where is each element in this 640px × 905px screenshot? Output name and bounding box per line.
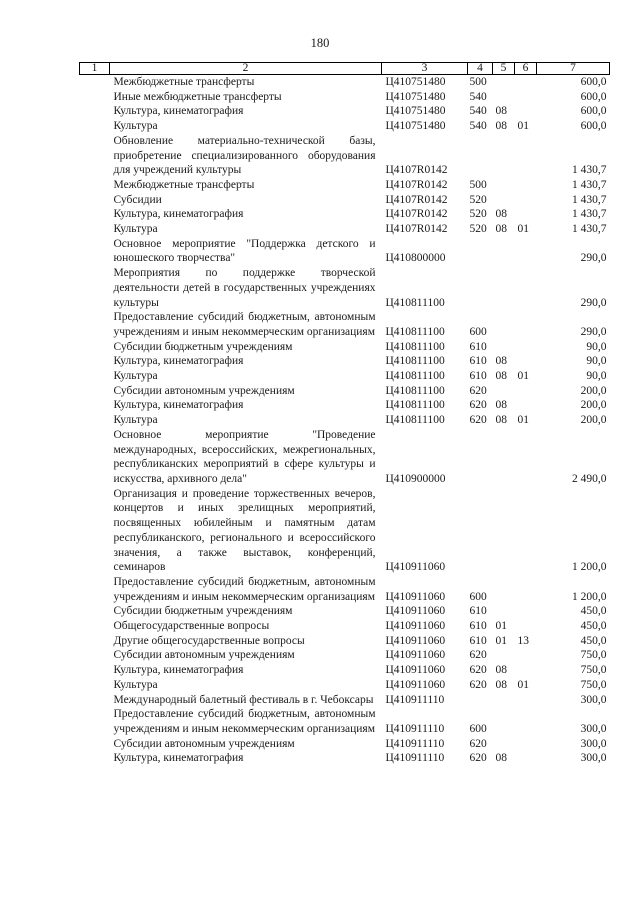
target-code-cell: Ц410751480 (385, 76, 446, 88)
amount-cell: 600,0 (580, 105, 607, 118)
expense-type-cell: 610 (469, 605, 487, 618)
section-cell (493, 487, 515, 575)
expense-name-cell: Организация и проведение торжественных вечеров, концертов и иных зрелищных мероприятий, посвященных юбилейным и памятным датам республиканского, регионального и всероссийского значения, а также выставок, конференций, семинаров (113, 487, 376, 574)
section-cell: 08 (495, 678, 507, 691)
section-cell: 08 (495, 414, 507, 427)
subsection-cell (515, 751, 537, 766)
section-cell: 08 (495, 223, 507, 236)
section-cell (493, 134, 515, 178)
expense-type-cell (468, 237, 493, 266)
expense-name-cell: Другие общегосударственные вопросы (113, 634, 305, 647)
expense-type-cell: 600 (469, 590, 487, 603)
expense-name-cell: Основное мероприятие "Поддержка детского и юношеского творчества" (113, 237, 376, 265)
table-row (80, 487, 610, 575)
blank-cell (80, 413, 110, 428)
expense-type-cell: 620 (469, 664, 487, 677)
expense-name-cell: Культура (113, 370, 158, 383)
table-row (80, 575, 610, 604)
section-cell: 08 (495, 752, 507, 765)
blank-cell (80, 193, 110, 208)
blank-cell (80, 310, 110, 339)
blank-cell (80, 575, 110, 604)
expense-type-cell (468, 428, 493, 487)
subsection-cell (515, 90, 537, 105)
section-cell: 08 (495, 105, 507, 118)
column-header: 4 (468, 63, 493, 75)
blank-cell (80, 428, 110, 487)
expense-name-cell: Культура, кинематография (113, 399, 244, 412)
table-row (80, 75, 610, 90)
amount-cell: 1 430,7 (572, 178, 607, 191)
amount-cell: 200,0 (580, 384, 607, 397)
blank-cell (80, 707, 110, 736)
blank-cell (80, 134, 110, 178)
section-cell: 01 (495, 634, 507, 647)
table-row (80, 751, 610, 766)
blank-cell (80, 619, 110, 634)
expense-type-cell (468, 266, 493, 310)
amount-cell: 450,0 (580, 634, 607, 647)
expense-type-cell: 610 (469, 340, 487, 353)
amount-cell: 750,0 (580, 678, 607, 691)
table-row (80, 648, 610, 663)
amount-cell: 290,0 (580, 296, 607, 309)
section-cell: 08 (495, 208, 507, 221)
target-code-cell: Ц410911060 (385, 634, 446, 647)
column-header: 1 (80, 63, 110, 75)
target-code-cell: Ц410911060 (385, 678, 446, 691)
expense-type-cell: 600 (469, 722, 487, 735)
expense-name-cell: Мероприятия по поддержке творческой деятельности детей в государственных учреждениях культуры (113, 267, 376, 309)
blank-cell (80, 648, 110, 663)
target-code-cell: Ц410811100 (385, 296, 445, 309)
expense-name-cell: Общегосударственные вопросы (113, 620, 270, 633)
table-row (80, 237, 610, 266)
expense-name-cell: Культура (113, 414, 158, 427)
table-row (80, 693, 610, 708)
section-cell: 08 (495, 120, 507, 133)
blank-cell (80, 487, 110, 575)
table-row (80, 634, 610, 649)
subsection-cell (515, 648, 537, 663)
blank-cell (80, 693, 110, 708)
expense-type-cell: 520 (469, 208, 487, 221)
section-cell (493, 575, 515, 604)
expense-name-cell: Культура, кинематография (113, 664, 244, 677)
target-code-cell: Ц410811100 (385, 370, 445, 383)
expense-name-cell: Межбюджетные трансферты (113, 178, 255, 191)
target-code-cell: Ц410811100 (385, 384, 445, 397)
amount-cell: 1 430,7 (572, 164, 607, 177)
target-code-cell: Ц410911110 (385, 722, 445, 735)
blank-cell (80, 90, 110, 105)
subsection-cell (515, 134, 537, 178)
target-code-cell: Ц410911110 (385, 737, 445, 750)
subsection-cell: 01 (517, 414, 529, 427)
section-cell (493, 310, 515, 339)
section-cell (493, 193, 515, 208)
subsection-cell (515, 693, 537, 708)
target-code-cell: Ц410811100 (385, 355, 445, 368)
expense-type-cell: 610 (469, 355, 487, 368)
table-row (80, 678, 610, 693)
expense-type-cell: 520 (469, 223, 487, 236)
target-code-cell: Ц4107R0142 (385, 164, 448, 177)
blank-cell (80, 178, 110, 193)
column-header: 2 (110, 63, 382, 75)
target-code-cell: Ц410811100 (385, 399, 445, 412)
subsection-cell (515, 398, 537, 413)
expense-name-cell: Субсидии автономным учреждениям (113, 384, 295, 397)
expense-name-cell: Субсидии автономным учреждениям (113, 649, 295, 662)
section-cell (493, 648, 515, 663)
table-row (80, 707, 610, 736)
expense-type-cell: 620 (469, 414, 487, 427)
target-code-cell: Ц410911060 (385, 561, 446, 574)
blank-cell (80, 207, 110, 222)
blank-cell (80, 75, 110, 90)
column-number-header-row (80, 63, 610, 75)
expense-type-cell: 610 (469, 634, 487, 647)
target-code-cell: Ц4107R0142 (385, 223, 448, 236)
expense-type-cell: 620 (469, 678, 487, 691)
subsection-cell (515, 663, 537, 678)
blank-cell (80, 222, 110, 237)
target-code-cell: Ц410811100 (385, 414, 445, 427)
expense-type-cell (468, 134, 493, 178)
expense-name-cell: Субсидии (113, 193, 162, 206)
expense-name-cell: Культура, кинематография (113, 752, 244, 765)
table-row (80, 737, 610, 752)
amount-cell: 750,0 (580, 649, 607, 662)
target-code-cell: Ц410811100 (385, 325, 445, 338)
subsection-cell (515, 178, 537, 193)
table-row (80, 119, 610, 134)
subsection-cell (515, 193, 537, 208)
expense-name-cell: Культура, кинематография (113, 355, 244, 368)
target-code-cell: Ц410811100 (385, 340, 445, 353)
expense-type-cell: 540 (469, 105, 487, 118)
blank-cell (80, 663, 110, 678)
amount-cell: 300,0 (580, 752, 607, 765)
section-cell (493, 340, 515, 355)
expense-name-cell: Культура (113, 223, 158, 236)
expense-name-cell: Субсидии бюджетным учреждениям (113, 340, 293, 353)
expense-name-cell: Культура (113, 678, 158, 691)
table-row (80, 619, 610, 634)
amount-cell: 90,0 (586, 340, 607, 353)
amount-cell: 90,0 (586, 355, 607, 368)
section-cell: 08 (495, 370, 507, 383)
expense-type-cell: 600 (469, 325, 487, 338)
target-code-cell: Ц410911060 (385, 590, 446, 603)
table-row (80, 428, 610, 487)
section-cell: 01 (495, 620, 507, 633)
section-cell (493, 707, 515, 736)
amount-cell: 600,0 (580, 76, 607, 88)
expense-type-cell: 620 (469, 399, 487, 412)
section-cell: 08 (495, 355, 507, 368)
table-row (80, 207, 610, 222)
subsection-cell (515, 384, 537, 399)
expense-name-cell: Субсидии бюджетным учреждениям (113, 605, 293, 618)
amount-cell: 1 430,7 (572, 193, 607, 206)
expense-type-cell: 620 (469, 752, 487, 765)
blank-cell (80, 398, 110, 413)
table-row (80, 193, 610, 208)
subsection-cell: 01 (517, 223, 529, 236)
target-code-cell: Ц410900000 (385, 472, 446, 485)
amount-cell: 300,0 (580, 693, 607, 706)
section-cell (493, 266, 515, 310)
target-code-cell: Ц410800000 (385, 252, 446, 265)
table-row (80, 384, 610, 399)
subsection-cell (515, 104, 537, 119)
blank-cell (80, 237, 110, 266)
target-code-cell: Ц410911060 (385, 620, 446, 633)
subsection-cell: 01 (517, 370, 529, 383)
target-code-cell: Ц4107R0142 (385, 208, 448, 221)
table-row (80, 310, 610, 339)
expense-type-cell: 620 (469, 649, 487, 662)
section-cell (493, 384, 515, 399)
amount-cell: 1 200,0 (572, 561, 607, 574)
target-code-cell: Ц410751480 (385, 90, 446, 103)
table-row (80, 398, 610, 413)
section-cell: 08 (495, 399, 507, 412)
amount-cell: 290,0 (580, 325, 607, 338)
subsection-cell: 01 (517, 120, 529, 133)
expense-name-cell: Предоставление субсидий бюджетным, автономным учреждениям и иным некоммерческим организациям (113, 708, 376, 735)
amount-cell: 200,0 (580, 399, 607, 412)
table-row (80, 222, 610, 237)
expense-name-cell: Субсидии автономным учреждениям (113, 737, 295, 750)
target-code-cell: Ц4107R0142 (385, 193, 448, 206)
expense-name-cell: Иные межбюджетные трансферты (113, 90, 282, 103)
amount-cell: 450,0 (580, 605, 607, 618)
blank-cell (80, 104, 110, 119)
table-row (80, 340, 610, 355)
expense-type-cell (468, 693, 493, 708)
blank-cell (80, 354, 110, 369)
target-code-cell: Ц410751480 (385, 120, 446, 133)
table-row (80, 178, 610, 193)
amount-cell: 300,0 (580, 737, 607, 750)
amount-cell: 290,0 (580, 252, 607, 265)
section-cell (493, 604, 515, 619)
table-row (80, 354, 610, 369)
expense-type-cell: 610 (469, 370, 487, 383)
subsection-cell (515, 354, 537, 369)
target-code-cell: Ц410911110 (385, 693, 445, 706)
subsection-cell (515, 266, 537, 310)
table-row (80, 104, 610, 119)
subsection-cell (515, 428, 537, 487)
table-row (80, 369, 610, 384)
table-row (80, 663, 610, 678)
amount-cell: 300,0 (580, 722, 607, 735)
expense-type-cell: 500 (469, 76, 487, 88)
section-cell (493, 90, 515, 105)
blank-cell (80, 737, 110, 752)
section-cell (493, 75, 515, 90)
expense-name-cell: Основное мероприятие "Проведение международных, всероссийских, межрегиональных, республиканских мероприятий в сфере культуры и искусства, архивного дела" (113, 428, 376, 485)
expense-name-cell: Культура (113, 120, 158, 133)
section-cell (493, 737, 515, 752)
expense-name-cell: Предоставление субсидий бюджетным, автономным учреждениям и иным некоммерческим организациям (113, 575, 376, 603)
expense-name-cell: Обновление материально-технической базы, приобретение специализированного оборудования для учреждений культуры (113, 134, 376, 177)
amount-cell: 1 430,7 (572, 223, 607, 236)
expense-name-cell: Межбюджетные трансферты (113, 76, 255, 88)
subsection-cell (515, 340, 537, 355)
amount-cell: 2 490,0 (572, 472, 607, 485)
subsection-cell (515, 207, 537, 222)
amount-cell: 600,0 (580, 90, 607, 103)
expense-name-cell: Культура, кинематография (113, 105, 244, 118)
expense-type-cell: 500 (469, 178, 487, 191)
table-row (80, 413, 610, 428)
column-header: 6 (515, 63, 537, 75)
target-code-cell: Ц410911060 (385, 649, 446, 662)
column-header: 5 (493, 63, 515, 75)
subsection-cell (515, 604, 537, 619)
amount-cell: 750,0 (580, 664, 607, 677)
blank-cell (80, 678, 110, 693)
subsection-cell (515, 737, 537, 752)
amount-cell: 90,0 (586, 370, 607, 383)
subsection-cell (515, 487, 537, 575)
target-code-cell: Ц4107R0142 (385, 178, 448, 191)
budget-table (79, 62, 610, 766)
blank-cell (80, 751, 110, 766)
expense-name-cell: Культура, кинематография (113, 208, 244, 221)
amount-cell: 1 200,0 (572, 590, 607, 603)
amount-cell: 1 430,7 (572, 208, 607, 221)
page-number: 180 (310, 36, 330, 50)
table-body (80, 75, 610, 767)
expense-type-cell (468, 487, 493, 575)
target-code-cell: Ц410751480 (385, 105, 446, 118)
expense-name-cell: Предоставление субсидий бюджетным, автономным учреждениям и иным некоммерческим организациям (113, 311, 376, 338)
expense-type-cell: 620 (469, 384, 487, 397)
expense-type-cell: 610 (469, 620, 487, 633)
subsection-cell: 01 (517, 678, 529, 691)
blank-cell (80, 369, 110, 384)
section-cell (493, 178, 515, 193)
amount-cell: 200,0 (580, 414, 607, 427)
blank-cell (80, 384, 110, 399)
blank-cell (80, 604, 110, 619)
blank-cell (80, 340, 110, 355)
target-code-cell: Ц410911060 (385, 664, 446, 677)
column-header: 3 (382, 63, 468, 75)
expense-name-cell: Международный балетный фестиваль в г. Чебоксары (113, 693, 374, 706)
expense-type-cell: 540 (469, 120, 487, 133)
subsection-cell (515, 619, 537, 634)
section-cell (493, 428, 515, 487)
table-row (80, 90, 610, 105)
expense-type-cell: 520 (469, 193, 487, 206)
blank-cell (80, 266, 110, 310)
subsection-cell (515, 575, 537, 604)
amount-cell: 450,0 (580, 620, 607, 633)
column-header: 7 (537, 63, 610, 75)
section-cell (493, 693, 515, 708)
subsection-cell: 13 (517, 634, 529, 647)
blank-cell (80, 119, 110, 134)
expense-type-cell: 620 (469, 737, 487, 750)
amount-cell: 600,0 (580, 120, 607, 133)
expense-type-cell: 540 (469, 90, 487, 103)
target-code-cell: Ц410911060 (385, 605, 446, 618)
table-row (80, 266, 610, 310)
subsection-cell (515, 237, 537, 266)
table-row (80, 134, 610, 178)
subsection-cell (515, 310, 537, 339)
section-cell (493, 237, 515, 266)
target-code-cell: Ц410911110 (385, 752, 445, 765)
subsection-cell (515, 707, 537, 736)
blank-cell (80, 634, 110, 649)
subsection-cell (515, 75, 537, 90)
table-row (80, 604, 610, 619)
section-cell: 08 (495, 664, 507, 677)
